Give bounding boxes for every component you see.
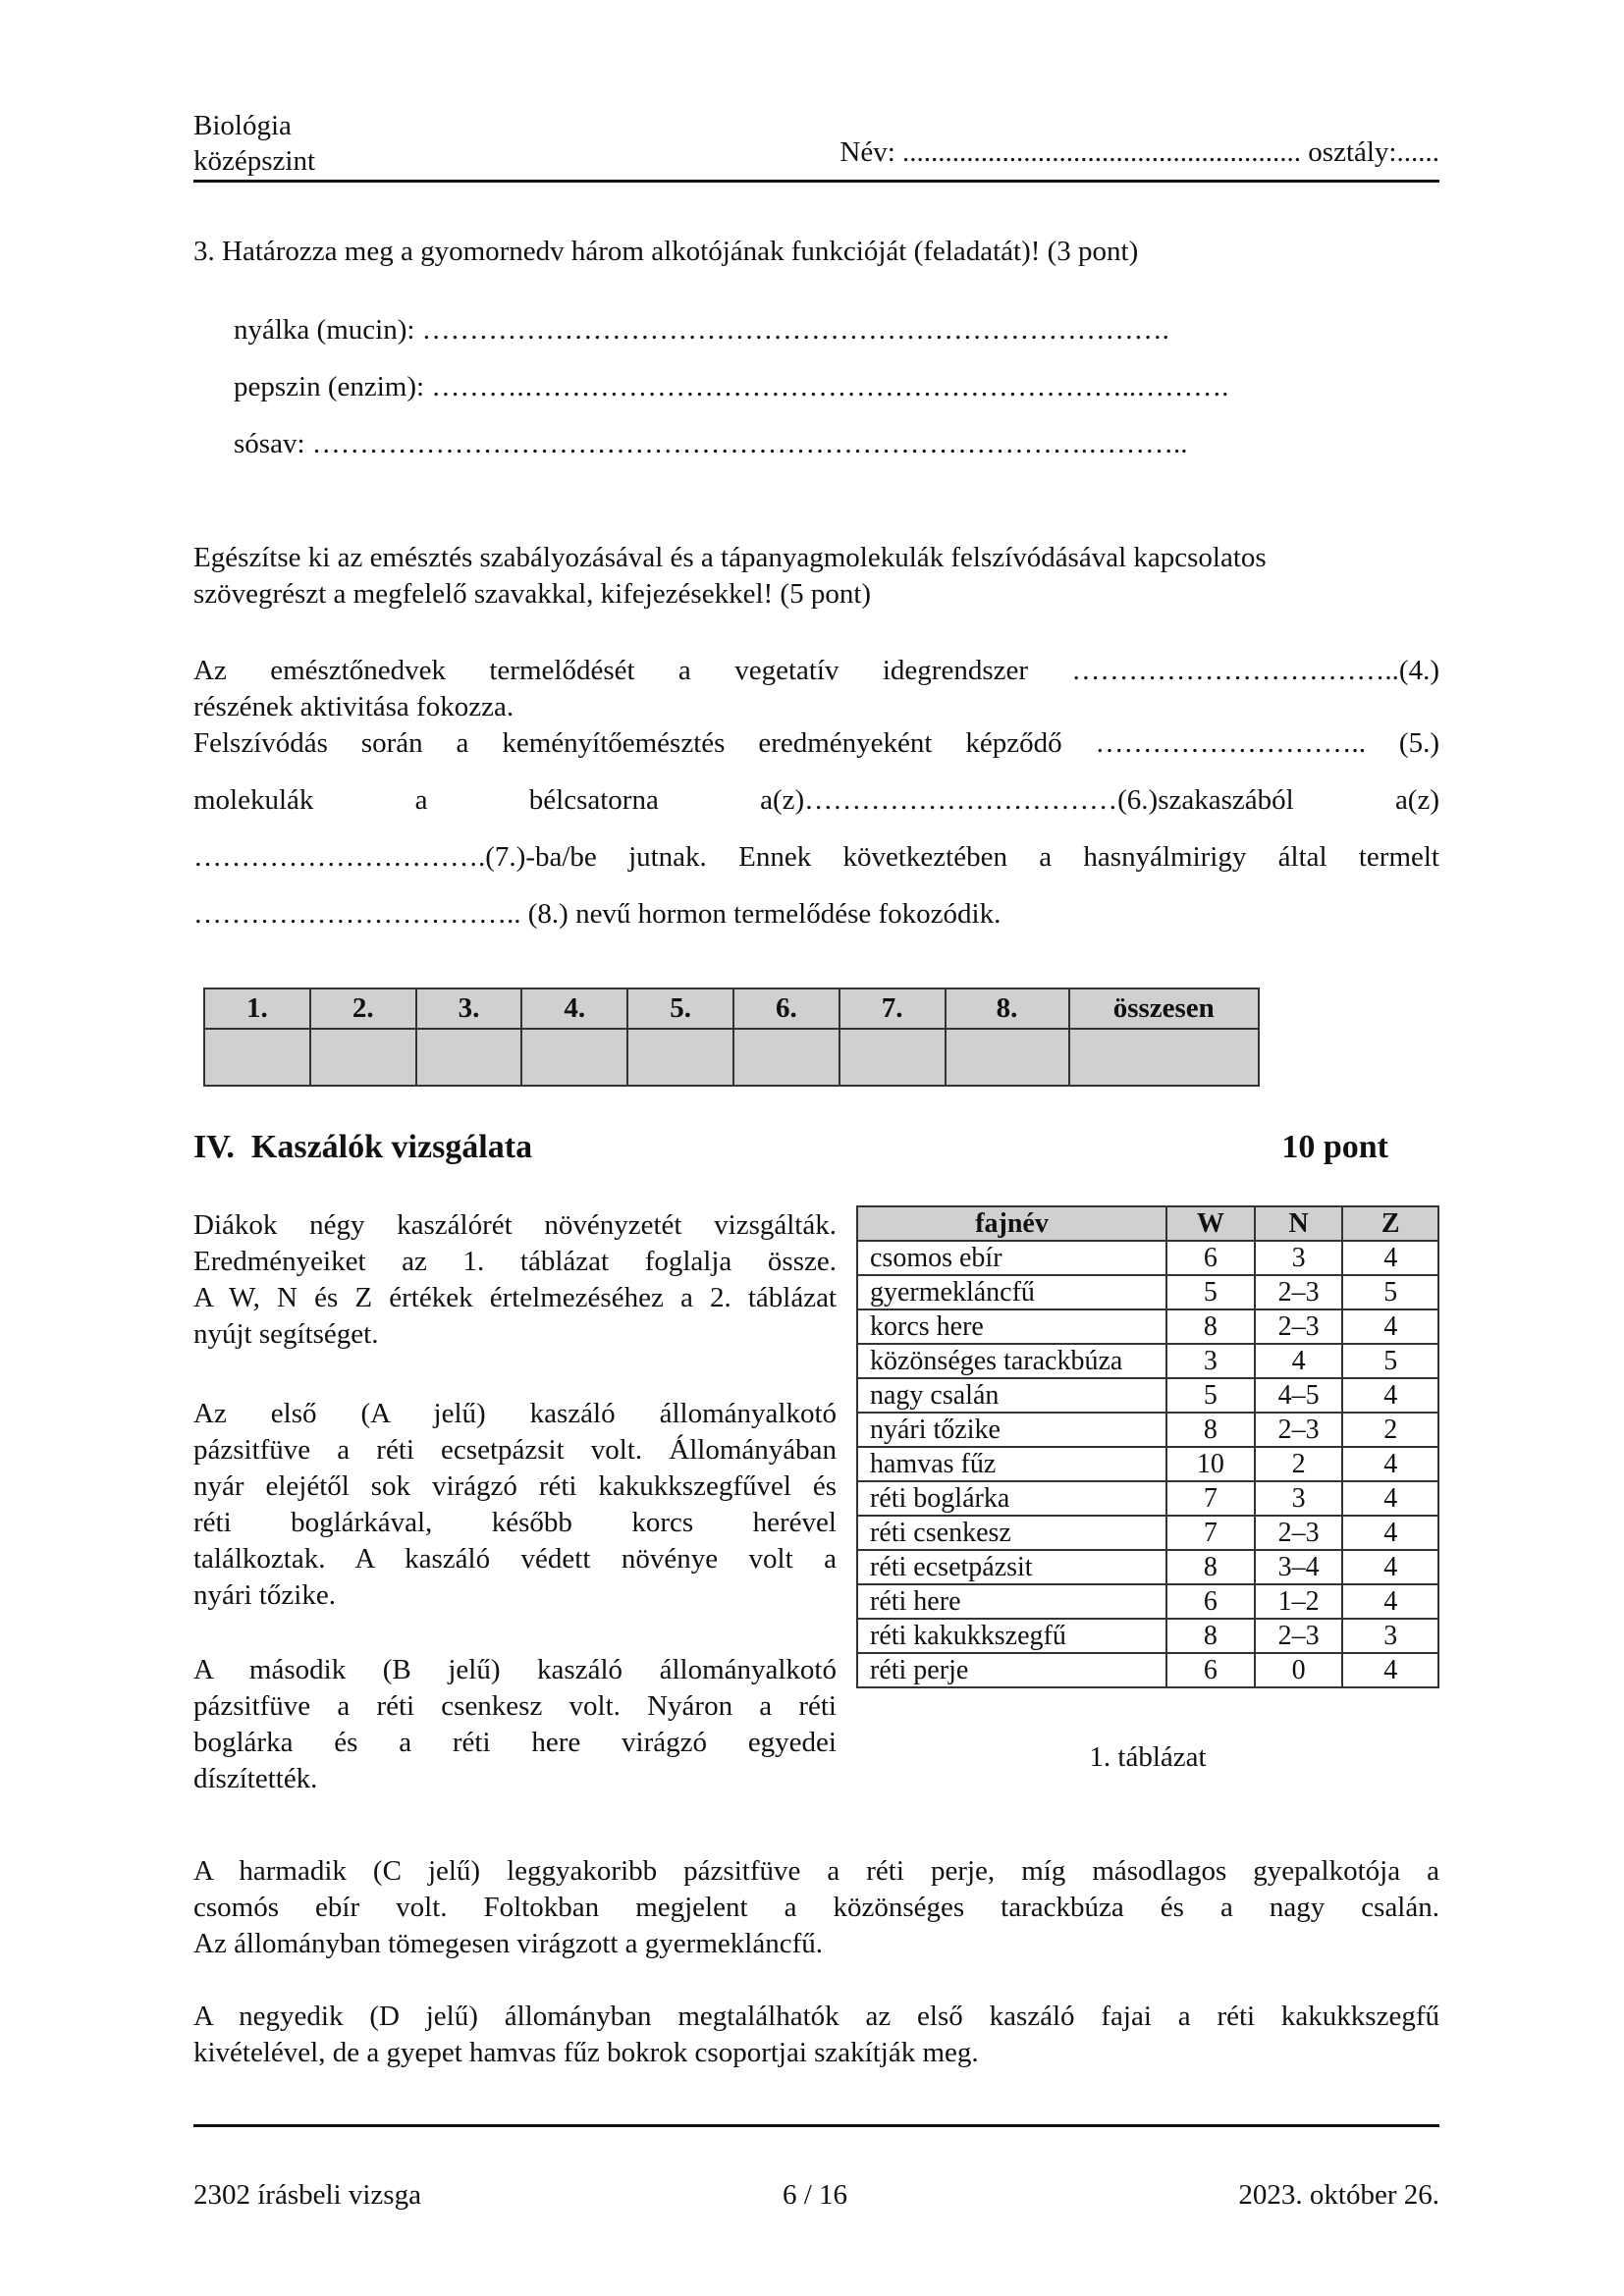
species-name: réti ecsetpázsit <box>857 1550 1166 1584</box>
text-line: pázsitfüve a réti csenkesz volt. Nyáron a réti <box>193 1690 837 1722</box>
z-value: 2 <box>1342 1413 1438 1447</box>
fill-in-instruction-2: szövegrészt a megfelelő szavakkal, kifejezésekkel! (5 pont) <box>193 578 872 610</box>
intro-paragraph <box>193 1207 837 1353</box>
text-line: A negyedik (D jelű) állományban megtalálhatók az első kaszáló fajai a réti kakukkszegfű <box>193 2001 1439 2032</box>
w-value: 8 <box>1166 1413 1255 1447</box>
z-value: 4 <box>1342 1378 1438 1413</box>
n-value: 1–2 <box>1255 1584 1343 1619</box>
level-label: középszint <box>193 145 316 177</box>
score-header-8: 8. <box>946 988 1069 1029</box>
score-header-row <box>204 988 1259 1029</box>
header-z: Z <box>1342 1206 1438 1241</box>
answer-line-hcl[interactable]: sósav: ……………………………………………………………………….……….. <box>234 428 1188 459</box>
score-cell-3[interactable] <box>416 1029 522 1086</box>
text-line: nyári tőzike. <box>193 1579 336 1611</box>
n-value: 2–3 <box>1255 1413 1343 1447</box>
fill-in-blank-8[interactable]: …………………………….. (8.) nevű hormon termelődése fokozódik. <box>193 898 1001 930</box>
species-name: gyermekláncfű <box>857 1275 1166 1309</box>
z-value: 4 <box>1342 1584 1438 1619</box>
n-value: 2–3 <box>1255 1309 1343 1344</box>
species-name: korcs here <box>857 1309 1166 1344</box>
w-value: 5 <box>1166 1275 1255 1309</box>
species-row <box>857 1481 1438 1516</box>
w-value: 8 <box>1166 1309 1255 1344</box>
species-name: közönséges tarackbúza <box>857 1344 1166 1378</box>
section-title: IV. Kaszálók vizsgálata <box>193 1129 533 1165</box>
score-table <box>203 988 1260 1087</box>
footer-rule <box>193 2124 1439 2127</box>
text-line: A harmadik (C jelű) leggyakoribb pázsitfüve a réti perje, míg másodlagos gyepalkotója a <box>193 1855 1439 1887</box>
section-points: 10 pont <box>1281 1129 1388 1165</box>
z-value: 3 <box>1342 1619 1438 1653</box>
n-value: 3–4 <box>1255 1550 1343 1584</box>
score-cell-2[interactable] <box>310 1029 416 1086</box>
score-cell-total[interactable] <box>1069 1029 1259 1086</box>
z-value: 5 <box>1342 1275 1438 1309</box>
n-value: 2 <box>1255 1447 1343 1481</box>
text-line: Az első (A jelű) kaszáló állományalkotó <box>193 1398 837 1429</box>
n-value: 2–3 <box>1255 1619 1343 1653</box>
score-header-6: 6. <box>733 988 839 1029</box>
page-number: 6 / 16 <box>782 2179 848 2211</box>
score-header-3: 3. <box>416 988 522 1029</box>
w-value: 6 <box>1166 1241 1255 1275</box>
fill-in-text: részének aktivitása fokozza. <box>193 691 514 722</box>
species-row <box>857 1447 1438 1481</box>
score-cell-7[interactable] <box>839 1029 946 1086</box>
species-name: réti kakukkszegfű <box>857 1619 1166 1653</box>
text-line: réti boglárkával, később korcs herével <box>193 1507 837 1538</box>
species-name: nyári tőzike <box>857 1413 1166 1447</box>
score-header-1: 1. <box>204 988 310 1029</box>
text-line: nyújt segítséget. <box>193 1318 379 1350</box>
w-value: 3 <box>1166 1344 1255 1378</box>
species-table <box>856 1205 1439 1688</box>
fill-in-instruction-1: Egészítse ki az emésztés szabályozásával és a tápanyagmolekulák felszívódásával kapcsolatos <box>193 542 1267 573</box>
exam-code: 2302 írásbeli vizsga <box>193 2179 421 2211</box>
n-value: 3 <box>1255 1241 1343 1275</box>
exam-date: 2023. október 26. <box>1238 2179 1439 2211</box>
species-name: csomos ebír <box>857 1241 1166 1275</box>
question-3-title: 3. Határozza meg a gyomornedv három alkotójának funkcióját (feladatát)! (3 pont) <box>193 236 1139 267</box>
score-header-4: 4. <box>521 988 627 1029</box>
score-value-row <box>204 1029 1259 1086</box>
w-value: 5 <box>1166 1378 1255 1413</box>
name-class-field[interactable]: Név: ........................................................ osztály:...... <box>839 136 1439 168</box>
score-cell-6[interactable] <box>733 1029 839 1086</box>
score-cell-5[interactable] <box>627 1029 733 1086</box>
species-name: hamvas fűz <box>857 1447 1166 1481</box>
species-name: réti perje <box>857 1653 1166 1687</box>
n-value: 0 <box>1255 1653 1343 1687</box>
z-value: 4 <box>1342 1309 1438 1344</box>
score-cell-1[interactable] <box>204 1029 310 1086</box>
species-name: réti here <box>857 1584 1166 1619</box>
species-name: réti boglárka <box>857 1481 1166 1516</box>
text-line: csomós ebír volt. Foltokban megjelent a közönséges tarackbúza és a nagy csalán. <box>193 1892 1439 1923</box>
n-value: 4–5 <box>1255 1378 1343 1413</box>
w-value: 8 <box>1166 1619 1255 1653</box>
species-row <box>857 1516 1438 1550</box>
species-row <box>857 1378 1438 1413</box>
w-value: 6 <box>1166 1653 1255 1687</box>
header-w: W <box>1166 1206 1255 1241</box>
text-line: A második (B jelű) kaszáló állományalkotó <box>193 1654 837 1685</box>
score-header-2: 2. <box>310 988 416 1029</box>
z-value: 5 <box>1342 1344 1438 1378</box>
table-caption: 1. táblázat <box>1089 1741 1207 1773</box>
answer-line-mucin[interactable]: nyálka (mucin): ……………………………………………………………………. <box>234 314 1169 346</box>
text-line: nyár elejétől sok virágzó réti kakukkszegfűvel és <box>193 1470 837 1502</box>
fill-in-blank-5[interactable]: Felszívódás során a keményítőemésztés eredményeként képződő ……………………….. (5.) <box>193 727 1439 759</box>
species-row <box>857 1413 1438 1447</box>
n-value: 2–3 <box>1255 1516 1343 1550</box>
w-value: 6 <box>1166 1584 1255 1619</box>
meadow-c-paragraph <box>193 1853 1439 1962</box>
text-line: Diákok négy kaszálórét növényzetét vizsgálták. <box>193 1209 837 1241</box>
species-row <box>857 1550 1438 1584</box>
species-row <box>857 1309 1438 1344</box>
meadow-a-paragraph <box>193 1396 837 1614</box>
text-line: kivételével, de a gyepet hamvas fűz bokrok csoportjai szakítják meg. <box>193 2037 979 2068</box>
score-cell-4[interactable] <box>521 1029 627 1086</box>
text-line: Az állományban tömegesen virágzott a gyermekláncfű. <box>193 1928 823 1959</box>
species-row <box>857 1619 1438 1653</box>
species-row <box>857 1241 1438 1275</box>
species-row <box>857 1344 1438 1378</box>
fill-in-blank-4[interactable]: Az emésztőnedvek termelődését a vegetatív idegrendszer ……………………………..(4.) <box>193 655 1439 686</box>
species-row <box>857 1584 1438 1619</box>
text-line: A W, N és Z értékek értelmezéséhez a 2. táblázat <box>193 1282 837 1313</box>
meadow-b-paragraph <box>193 1652 837 1797</box>
w-value: 8 <box>1166 1550 1255 1584</box>
text-line: Eredményeiket az 1. táblázat foglalja össze. <box>193 1246 837 1277</box>
fill-in-blank-7[interactable]: ………………………….(7.)-ba/be jutnak. Ennek következtében a hasnyálmirigy által termelt <box>193 841 1439 873</box>
score-header-total: összesen <box>1069 988 1259 1029</box>
w-value: 7 <box>1166 1481 1255 1516</box>
fill-in-blank-6[interactable]: molekulák a bélcsatorna a(z)……………………………(6.)szakaszából a(z) <box>193 784 1439 816</box>
n-value: 3 <box>1255 1481 1343 1516</box>
text-line: díszítették. <box>193 1763 318 1794</box>
score-header-7: 7. <box>839 988 946 1029</box>
header-n: N <box>1255 1206 1343 1241</box>
species-row <box>857 1653 1438 1687</box>
z-value: 4 <box>1342 1241 1438 1275</box>
z-value: 4 <box>1342 1481 1438 1516</box>
answer-line-pepsin[interactable]: pepszin (enzim): ……….………………………………………………………..………. <box>234 371 1229 402</box>
text-line: találkoztak. A kaszáló védett növénye volt a <box>193 1543 837 1575</box>
species-row <box>857 1275 1438 1309</box>
species-name: réti csenkesz <box>857 1516 1166 1550</box>
score-header-5: 5. <box>627 988 733 1029</box>
z-value: 4 <box>1342 1550 1438 1584</box>
header-rule <box>193 180 1439 183</box>
z-value: 4 <box>1342 1653 1438 1687</box>
score-cell-8[interactable] <box>946 1029 1069 1086</box>
n-value: 2–3 <box>1255 1275 1343 1309</box>
text-line: pázsitfüve a réti ecsetpázsit volt. Állományában <box>193 1434 837 1466</box>
z-value: 4 <box>1342 1447 1438 1481</box>
w-value: 7 <box>1166 1516 1255 1550</box>
species-name: nagy csalán <box>857 1378 1166 1413</box>
n-value: 4 <box>1255 1344 1343 1378</box>
species-header-row <box>857 1206 1438 1241</box>
meadow-d-paragraph <box>193 1999 1439 2071</box>
subject-label: Biológia <box>193 110 292 141</box>
header-species-name: fajnév <box>857 1206 1166 1241</box>
text-line: boglárka és a réti here virágzó egyedei <box>193 1727 837 1758</box>
z-value: 4 <box>1342 1516 1438 1550</box>
w-value: 10 <box>1166 1447 1255 1481</box>
